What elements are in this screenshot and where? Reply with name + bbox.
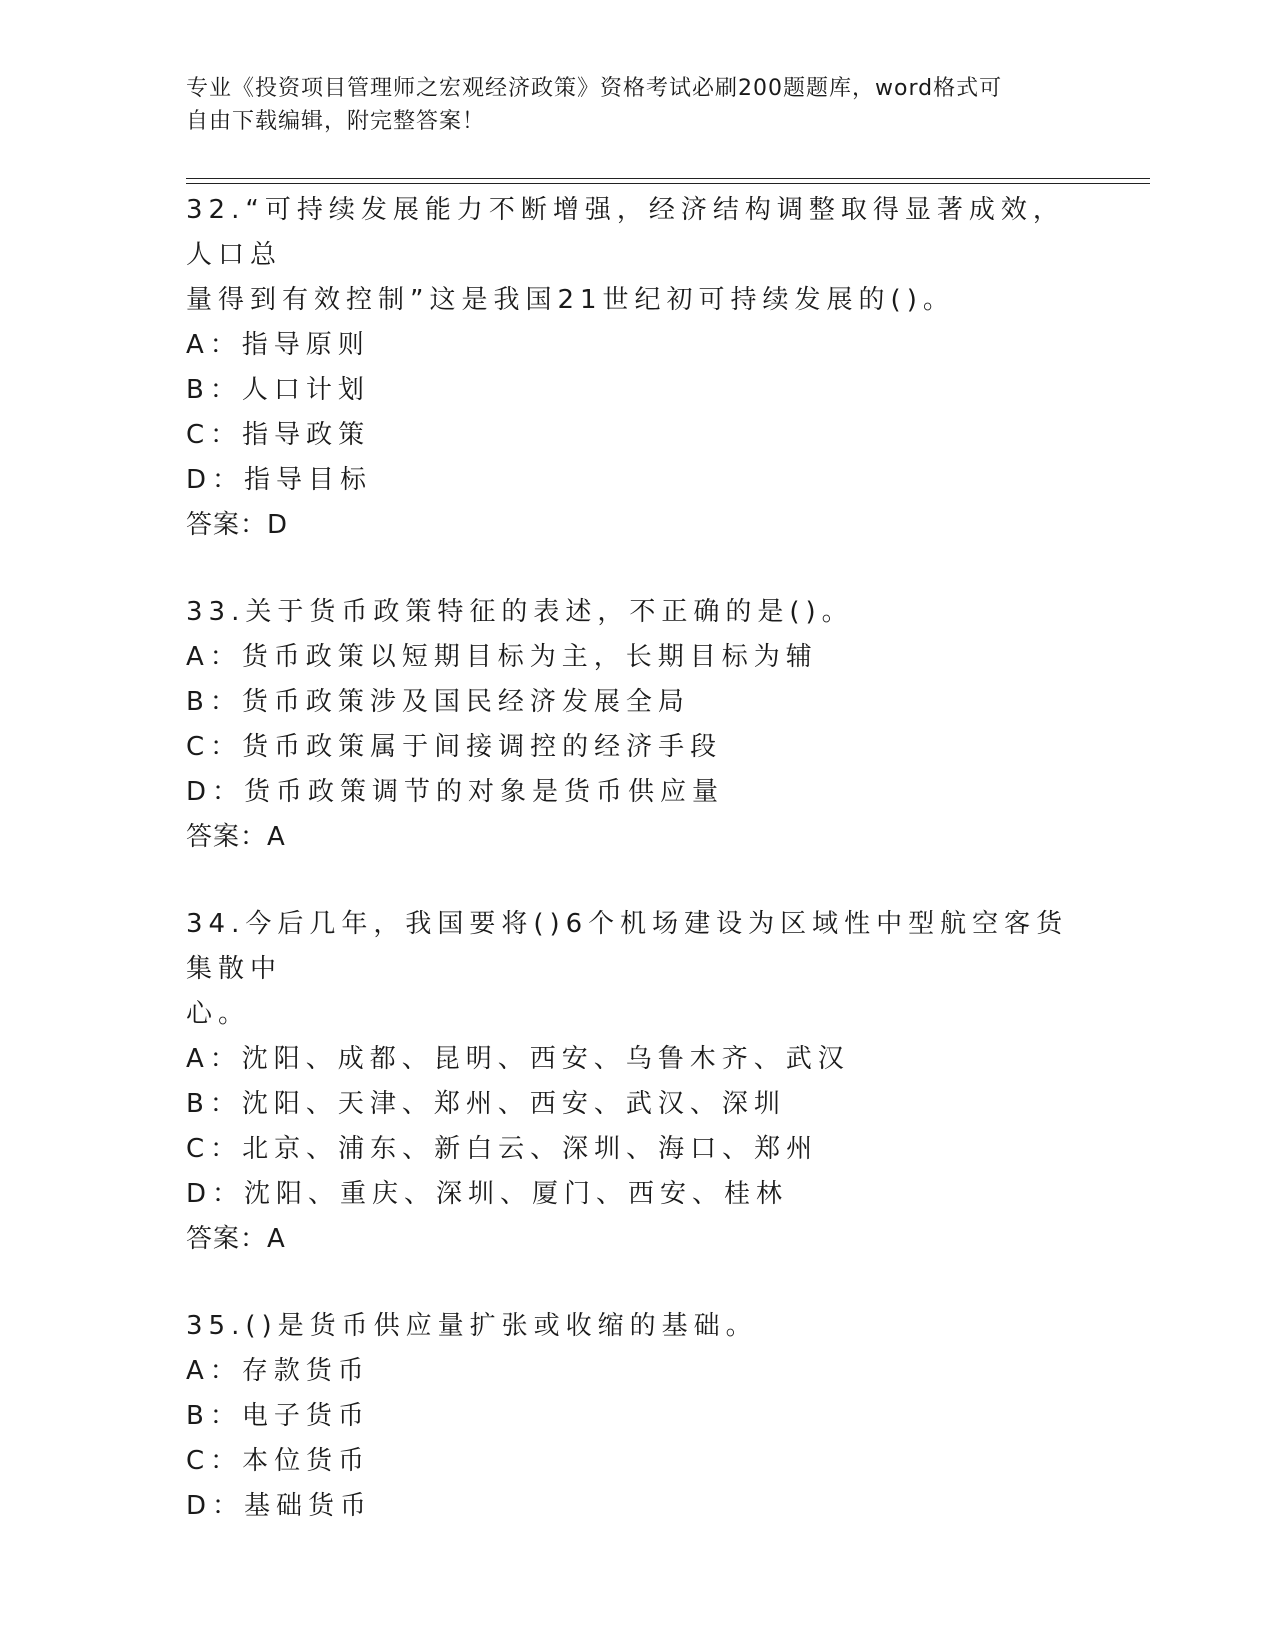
header-divider-bottom [186,183,1150,184]
option-c: C：指导政策 [186,420,371,450]
header-line-2: 自由下载编辑，附完整答案！ [186,109,486,134]
question-stem-line: 32.“可持续发展能力不断增强，经济结构调整取得显著成效，人口总 [186,195,1065,270]
option-d: D：货币政策调节的对象是货币供应量 [186,777,725,807]
option-b: B：货币政策涉及国民经济发展全局 [186,687,690,717]
option-a: A：货币政策以短期目标为主，长期目标为辅 [186,642,818,672]
answer-line: 答案：D [186,510,289,540]
option-a: A：指导原则 [186,330,370,360]
option-b: B：人口计划 [186,375,370,405]
option-d: D：基础货币 [186,1491,373,1521]
answer-line: 答案：A [186,822,286,852]
option-d: D：沈阳、重庆、深圳、厦门、西安、桂林 [186,1179,789,1209]
option-b: B：沈阳、天津、郑州、西安、武汉、深圳 [186,1089,786,1119]
question-34 [186,902,1086,1262]
question-stem-line: 33.关于货币政策特征的表述，不正确的是()。 [186,597,854,627]
option-c: C：本位货币 [186,1446,371,1476]
question-stem-line: 量得到有效控制”这是我国21世纪初可持续发展的()。 [186,285,955,315]
question-stem-line: 35.()是货币供应量扩张或收缩的基础。 [186,1311,758,1341]
option-c: C：北京、浦东、新白云、深圳、海口、郑州 [186,1134,819,1164]
answer-line: 答案：A [186,1224,286,1254]
question-33 [186,590,1086,860]
option-a: A：沈阳、成都、昆明、西安、乌鲁木齐、武汉 [186,1044,850,1074]
document-header [186,72,1066,138]
question-32 [186,188,1086,548]
question-35 [186,1304,1086,1529]
question-list [186,188,1086,1571]
question-stem-line: 心。 [186,999,251,1029]
option-c: C：货币政策属于间接调控的经济手段 [186,732,723,762]
option-b: B：电子货币 [186,1401,370,1431]
option-a: A：存款货币 [186,1356,370,1386]
header-divider-top [186,178,1150,179]
question-stem-line: 34.今后几年，我国要将()6个机场建设为区域性中型航空客货集散中 [186,909,1069,984]
option-d: D：指导目标 [186,465,373,495]
header-line-1: 专业《投资项目管理师之宏观经济政策》资格考试必刷200题题库，word格式可 [186,76,1003,101]
